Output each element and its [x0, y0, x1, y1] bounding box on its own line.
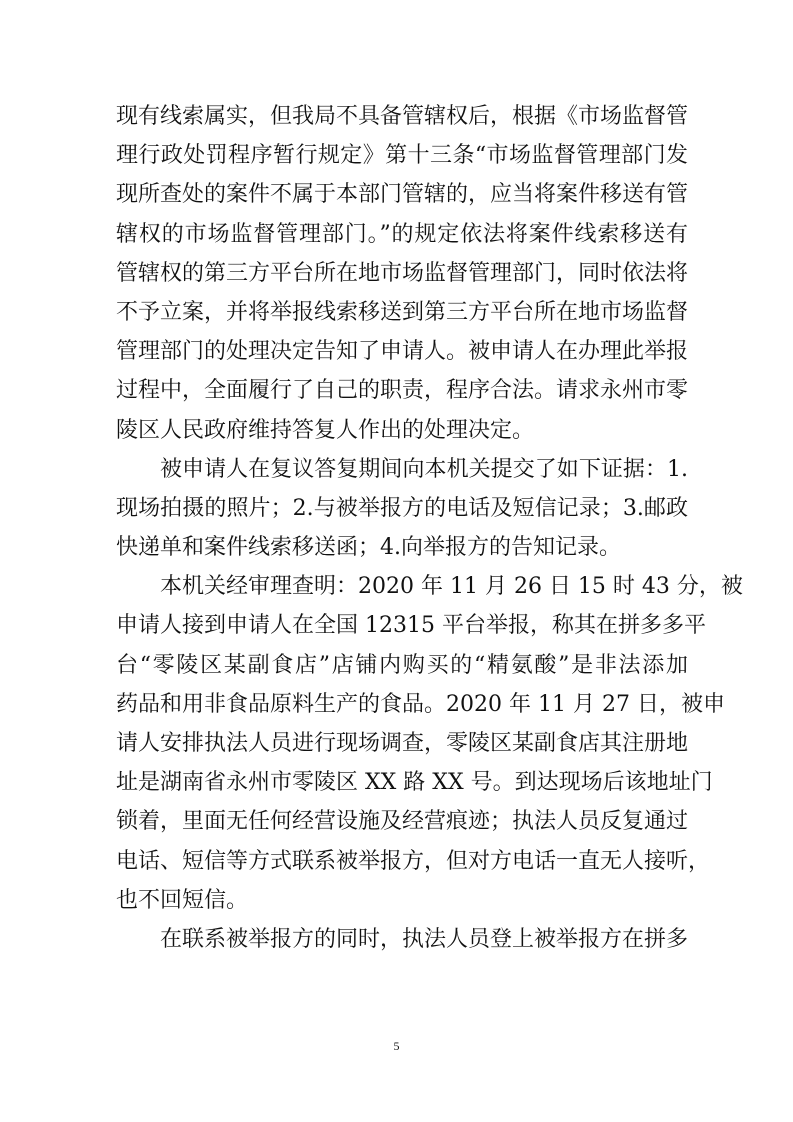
text-line: 快递单和案件线索移送函；4.向举报方的告知记录。 — [116, 535, 621, 561]
text-line: 理行政处罚程序暂行规定》第十三条“市场监督管理部门发 — [116, 143, 688, 169]
text-line: 陵区人民政府维持答复人作出的处理决定。 — [116, 417, 535, 443]
text-line: 台“零陵区某副食店”店铺内购买的“精氨酸”是非法添加 — [116, 652, 688, 678]
text-line: 址是湖南省永州市零陵区 XX 路 XX 号。到达现场后该地址门 — [116, 770, 713, 796]
text-line: 辖权的市场监督管理部门。”的规定依法将案件线索移送有 — [116, 221, 688, 247]
text-line: 在联系被举报方的同时，执法人员登上被举报方在拼多 — [160, 926, 689, 952]
body-text — [116, 97, 743, 959]
text-line: 现有线索属实，但我局不具备管辖权后，根据《市场监督管 — [116, 104, 689, 129]
text-line: 电话、短信等方式联系被举报方，但对方电话一直无人接听， — [116, 848, 711, 874]
text-line: 现所查处的案件不属于本部门管辖的，应当将案件移送有管 — [116, 182, 689, 208]
text-line: 药品和用非食品原料生产的食品。2020 年 11 月 27 日，被申 — [116, 691, 725, 717]
text-line: 管理部门的处理决定告知了申请人。被申请人在办理此举报 — [116, 339, 689, 365]
text-line: 不予立案，并将举报线索移送到第三方平台所在地市场监督 — [116, 299, 689, 325]
text-line: 被申请人在复议答复期间向本机关提交了如下证据：1. — [160, 456, 688, 482]
text-line: 也不回短信。 — [116, 887, 249, 913]
page-number: 5 — [393, 1039, 400, 1053]
text-line: 过程中，全面履行了自己的职责，程序合法。请求永州市零 — [116, 378, 689, 404]
text-line: 本机关经审理查明：2020 年 11 月 26 日 15 时 43 分，被 — [160, 574, 743, 600]
text-line: 请人安排执法人员进行现场调查，零陵区某副食店其注册地 — [116, 731, 689, 756]
text-line: 锁着，里面无任何经营设施及经营痕迹；执法人员反复通过 — [116, 809, 689, 835]
text-line: 申请人接到申请人在全国 12315 平台举报，称其在拼多多平 — [116, 613, 706, 639]
text-line: 现场拍摄的照片；2.与被举报方的电话及短信记录；3.邮政 — [116, 495, 688, 521]
text-line: 管辖权的第三方平台所在地市场监督管理部门，同时依法将 — [116, 260, 689, 286]
